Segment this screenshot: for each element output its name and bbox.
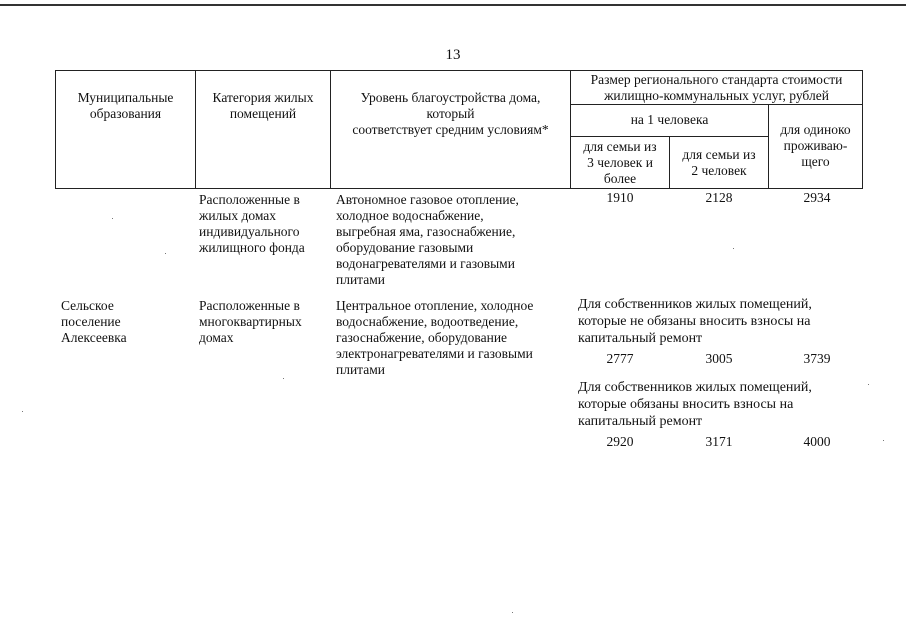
row2-group2-label: Для собственников жилых помещений, которые обязаны вносить взносы на капитальный ремонт (578, 380, 812, 429)
row2-group2-value-family-3plus: 2920 (606, 434, 634, 449)
header-vline-2 (195, 70, 196, 189)
header-per-person: на 1 человека (630, 112, 709, 127)
row1-category: Расположенные в жилых домах индивидуального жилищного фонда (199, 192, 305, 255)
row1-value-family-2: 2128 (705, 190, 733, 205)
row2-group1-value-single: 3739 (803, 351, 831, 366)
header-vline-right (862, 70, 863, 189)
scan-speck (883, 440, 884, 441)
scan-speck (165, 253, 166, 254)
scan-speck (112, 218, 113, 219)
header-standard-size: Размер регионального стандарта стоимости жилищно-коммунальных услуг, рублей (590, 72, 843, 103)
header-top-line (55, 70, 863, 71)
header-single: для одиноко проживаю- щего (780, 122, 851, 169)
scan-speck (512, 612, 513, 613)
scan-speck (733, 248, 734, 249)
page-number: 13 (445, 47, 461, 63)
header-category: Категория жилых помещений (212, 90, 314, 121)
row2-group1-label: Для собственников жилых помещений, которые не обязаны вносить взносы на капитальный ремонт (578, 297, 812, 346)
row1-amenities: Автономное газовое отопление, холодное водоснабжение, выгребная яма, газоснабжение, оборудование газовыми водонагревателями и газовыми плитами (336, 192, 519, 287)
top-border-line (0, 4, 906, 6)
header-bottom-line (55, 188, 863, 189)
scan-speck (868, 384, 869, 385)
header-family-2: для семьи из 2 человек (682, 147, 756, 178)
row2-group2-value-family-2: 3171 (705, 434, 733, 449)
row1-value-single: 2934 (803, 190, 831, 205)
row2-municipality: Сельское поселение Алексеевка (61, 298, 127, 345)
header-vline-left (55, 70, 56, 189)
row2-amenities: Центральное отопление, холодное водоснабжение, водоотведение, газоснабжение, оборудование электронагревателями и газовыми плитами (336, 298, 534, 377)
row2-group1-value-family-2: 3005 (705, 351, 733, 366)
row1-value-family-3plus: 1910 (606, 190, 634, 205)
row2-group2-value-single: 4000 (803, 434, 831, 449)
row2-group1-value-family-3plus: 2777 (606, 351, 634, 366)
row2-category: Расположенные в многоквартирных домах (199, 298, 302, 345)
header-subline-1 (570, 104, 863, 105)
header-municipality: Муниципальные образования (77, 90, 174, 121)
header-amenities: Уровень благоустройства дома, который соответствует средним условиям* (352, 90, 549, 137)
header-family-3plus: для семьи из 3 человек и более (583, 139, 657, 186)
scan-speck (283, 378, 284, 379)
scan-speck (22, 411, 23, 412)
